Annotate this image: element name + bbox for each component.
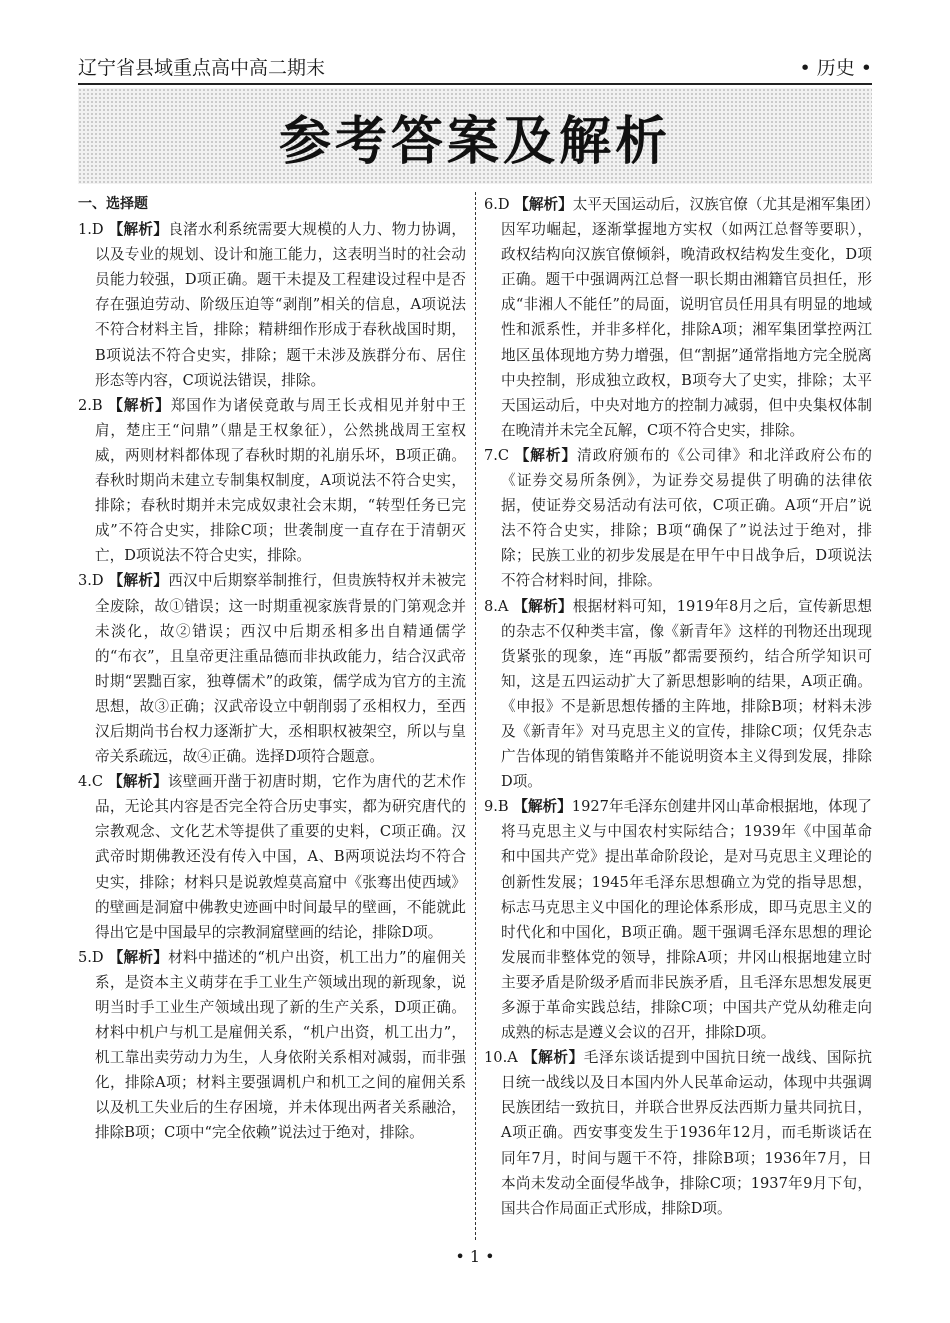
answer-item-6 — [484, 192, 872, 443]
item-text: 太平天国运动后，汉族官僚（尤其是湘军集团）因军功崛起，逐渐掌握地方实权（如两江总督等要职），政权结构向汉族官僚倾斜，晚清政权结构发生变化，D项正确。题干中强调两江总督一职长期由湘籍官员担任，形成“非湘人不能任”的局面，说明官员任用具有明显的地域性和派系性，并非多样化，排除A项；湘军集团掌控两江地区虽体现地方势力增强，但“割据”通常指地方完全脱离中央控制，形成独立政权，B项夸大了史实，排除；太平天国运动后，中央对地方的控制力减弱，但中央集权体制在晚清并未完全瓦解，C项不符合史实，排除。 — [501, 196, 872, 439]
item-text: 良渚水利系统需要大规模的人力、物力协调，以及专业的规划、设计和施工能力，这表明当时的社会动员能力较强，D项正确。题干未提及工程建设过程中是否存在强迫劳动、阶级压迫等“剥削”相关的信息，A项说法不符合材料主旨，排除；精耕细作形成于春秋战国时期，B项说法不符合史实，排除；题干未涉及族群分布、居住形态等内容，C项说法错误，排除。 — [95, 221, 466, 389]
analysis-tag: 【解析】 — [108, 221, 169, 239]
page-header — [78, 52, 872, 85]
answer-item-10 — [484, 1045, 872, 1221]
answer-item-7 — [484, 443, 872, 594]
item-text: 清政府颁布的《公司律》和北洋政府公布的《证券交易所条例》，为证券交易提供了明确的法律依据，使证券交易活动有法可依，C项正确。A项“开启”说法不符合史实，排除；B项“确保了”说法过于绝对，排除；民族工业的初步发展是在甲午中日战争后，D项说法不符合材料时间，排除。 — [501, 446, 872, 590]
analysis-tag: 【解析】 — [108, 773, 168, 791]
item-text: 1927年毛泽东创建井冈山革命根据地，体现了将马克思主义与中国农村实际结合；1939年《中国革命和中国共产党》提出革命阶段论，是对马克思主义理论的创新性发展；1945年毛泽东思想确立为党的指导思想，标志马克思主义中国化的理论体系形成，即马克思主义的时代化和中国化，B项正确。题干强调毛泽东思想的理论发展而非整体党的领导，排除A项；井冈山根据地建立时主要矛盾是阶级矛盾而非民族矛盾，且毛泽东思想发展更多源于革命实践总结，排除C项；中国共产党从幼稚走向成熟的标志是遵义会议的召开，排除D项。 — [501, 798, 872, 1042]
section-title: 一、选择题 — [78, 196, 148, 212]
title-banner — [78, 88, 872, 184]
analysis-tag: 【解析】 — [514, 196, 573, 213]
item-number: 7.C — [484, 446, 510, 464]
answer-item-3 — [78, 568, 466, 769]
item-text: 西汉中后期察举制推行，但贵族特权并未被完全废除，故①错误；这一时期重视家族背景的门第观念并未淡化，故②错误；西汉中后期丞相多出自精通儒学的“布衣”，且皇帝更注重品德而非执政能力，结合汉武帝时期“罢黜百家，独尊儒术”的政策，儒学成为官方的主流思想，故③正确；汉武帝设立中朝削弱了丞相权力，至西汉后期尚书台权力逐渐扩大，丞相职权被架空，所以与皇帝关系疏远，故④正确。选择D项符合题意。 — [95, 572, 466, 766]
analysis-tag: 【解析】 — [108, 948, 169, 966]
item-number: 5.D — [78, 948, 104, 966]
item-text: 郑国作为诸侯竟敢与周王长戎相见并射中王肩，楚庄王“问鼎”（鼎是王权象征），公然挑战周王室权威，两则材料都体现了春秋时期的礼崩乐坏，B项正确。春秋时期尚未建立专制集权制度，A项说法不符合史实，排除；春秋时期并未完成奴隶社会末期，“转型任务已完成”不符合史实，排除C项；世袭制度一直存在于清朝灭亡，D项说法不符合史实，排除。 — [95, 396, 466, 565]
analysis-tag: 【解析】 — [514, 446, 578, 464]
analysis-tag: 【解析】 — [513, 597, 573, 615]
analysis-tag: 【解析】 — [108, 396, 171, 414]
item-number: 4.C — [78, 773, 104, 791]
answer-item-5 — [78, 945, 466, 1146]
answer-item-4 — [78, 769, 466, 945]
item-number: 9.B — [484, 798, 509, 816]
answer-item-2 — [78, 393, 466, 569]
item-number: 10.A — [484, 1049, 518, 1067]
item-number: 2.B — [78, 396, 103, 414]
item-text: 该壁画开凿于初唐时期，它作为唐代的艺术作品，无论其内容是否完全符合历史事实，都为研究唐代的宗教观念、文化艺术等提供了重要的史料，C项正确。汉武帝时期佛教还没有传入中国，A、B两项说法均不符合史实，排除；材料只是说敦煌莫高窟中《张骞出使西域》的壁画是洞窟中佛教史迹画中时间最早的壁画，不能就此得出它是中国最早的宗教洞窟壁画的结论，排除D项。 — [95, 773, 466, 941]
item-number: 3.D — [78, 572, 104, 590]
item-number: 8.A — [484, 597, 509, 615]
exam-title: 辽宁省县域重点高中高二期末 — [78, 57, 326, 79]
page-number: • 1 • — [455, 1247, 495, 1266]
item-number: 1.D — [78, 221, 104, 239]
column-divider — [475, 192, 476, 1240]
answer-item-8 — [484, 594, 872, 795]
left-column — [78, 192, 466, 1240]
item-text: 毛泽东谈话提到中国抗日统一战线、国际抗日统一战线以及日本国内外人民革命运动，体现中共强调民族团结一致抗日，并联合世界反法西斯力量共同抗日，A项正确。西安事变发生于1936年12月，而毛斯谈话在同年7月，时间与题干不符，排除B项；1936年7月，日本尚未发动全面侵华战争，排除C项；1937年9月下旬，国共合作局面正式形成，排除D项。 — [501, 1049, 872, 1217]
answer-item-9 — [484, 794, 872, 1045]
page-title: 参考答案及解析 — [278, 111, 671, 172]
right-column — [484, 192, 872, 1240]
analysis-tag: 【解析】 — [523, 1049, 584, 1067]
item-text: 根据材料可知，1919年8月之后，宣传新思想的杂志不仅种类丰富，像《新青年》这样的刊物还出现现货紧张的现象，连“再版”都需要预约，结合所学知识可知，这是五四运动扩大了新思想影响的结果，A项正确。《申报》不是新思想传播的主阵地，排除B项；材料未涉及《新青年》对马克思主义的宣传，排除C项；仅凭杂志广告体现的销售策略并不能说明资本主义得到发展，排除D项。 — [501, 597, 872, 791]
item-number: 6.D — [484, 196, 510, 213]
analysis-tag: 【解析】 — [513, 798, 572, 816]
analysis-tag: 【解析】 — [108, 572, 169, 590]
answer-item-1 — [78, 217, 466, 393]
subject-label: • 历史 • — [799, 57, 872, 79]
item-text: 材料中描述的“机户出资，机工出力”的雇佣关系，是资本主义萌芽在手工业生产领域出现的新现象，说明当时手工业生产领域出现了新的生产关系，D项正确。材料中机户与机工是雇佣关系，“机户出资，机工出力”，机工靠出卖劳动力为生，人身依附关系相对减弱，而非强化，排除A项；材料主要强调机户和机工之间的雇佣关系以及机工失业后的生存困境，并未体现出两者关系融洽，排除B项；C项中“完全依赖”说法过于绝对，排除。 — [95, 948, 466, 1142]
